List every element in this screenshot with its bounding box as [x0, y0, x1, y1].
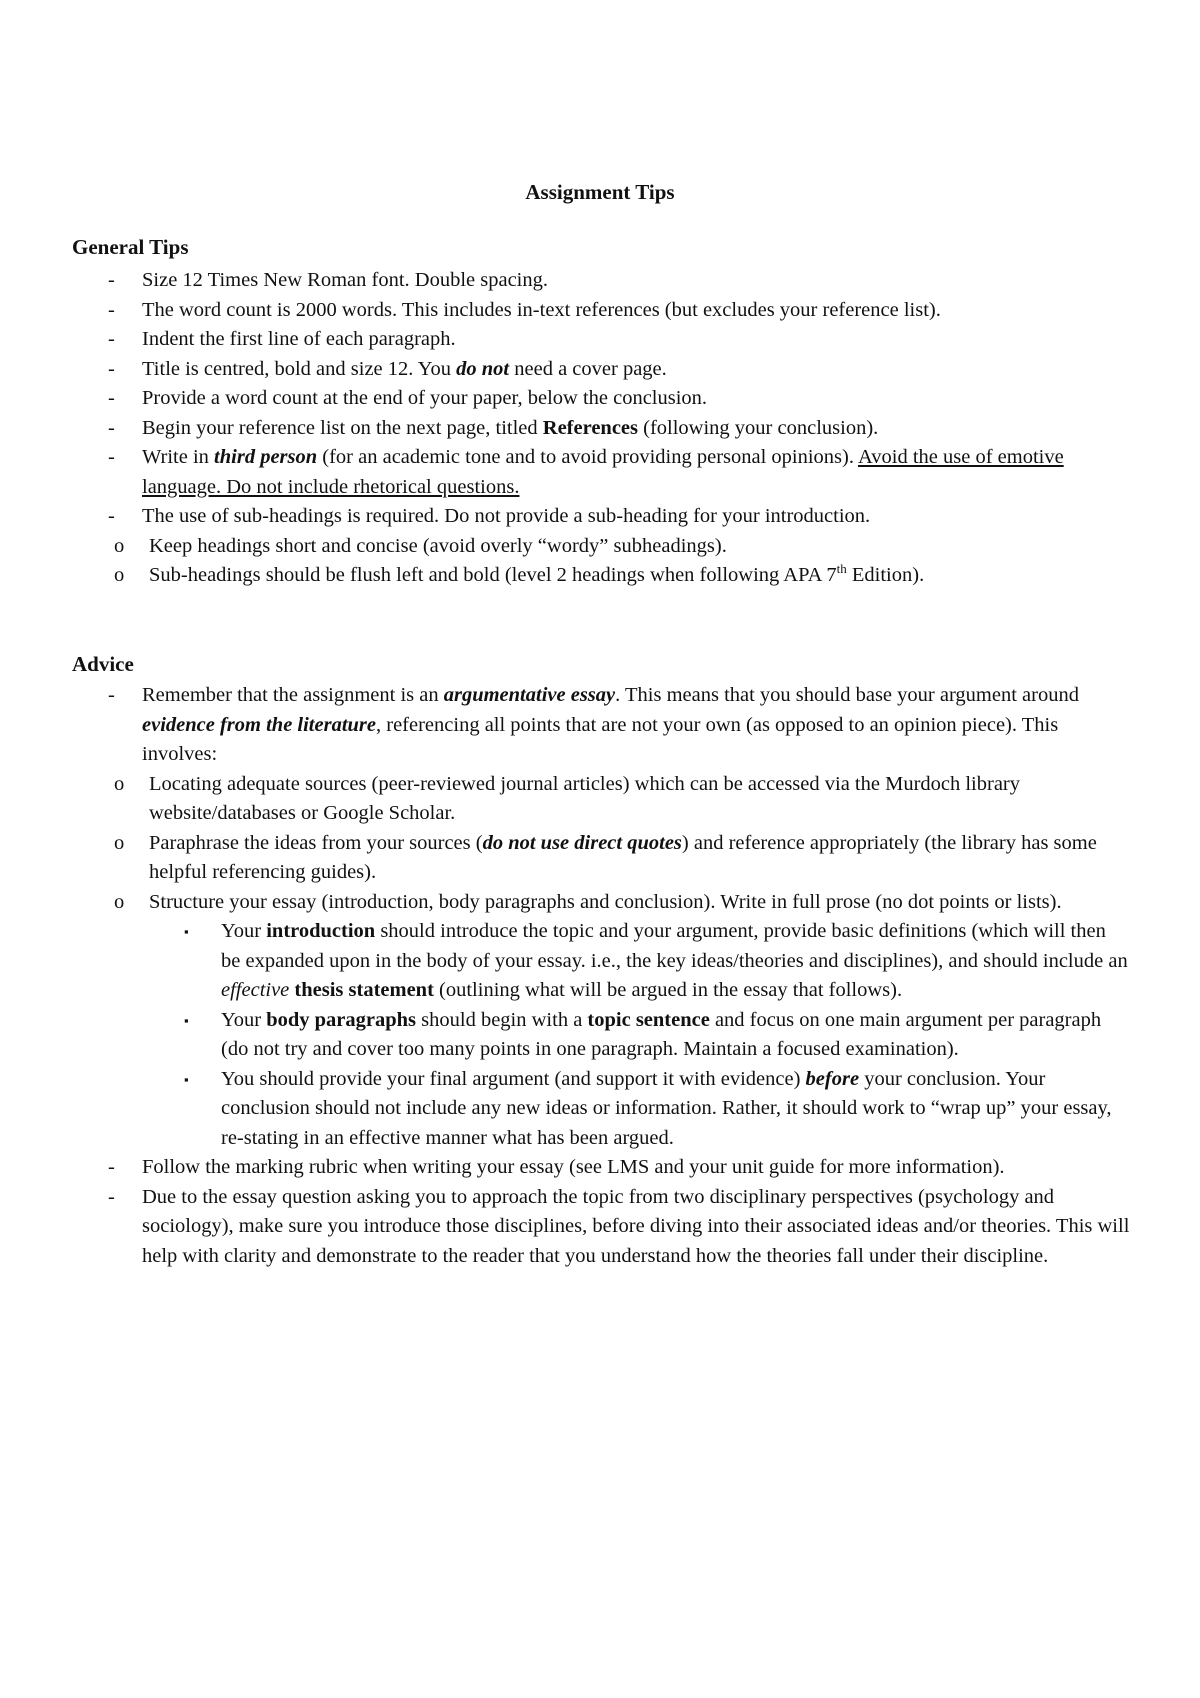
text-run: Write in	[142, 446, 215, 468]
list-item-text: The use of sub-headings is required. Do not provide a sub-heading for your introduction.	[142, 505, 871, 527]
list-item	[72, 1183, 1130, 1272]
list-item-text	[142, 684, 1079, 765]
square-bullet: ▪	[184, 1012, 189, 1028]
bold-text: topic sentence	[587, 1008, 710, 1031]
underlined-text: Avoid the use of emotive language. Do not include rhetorical questions.	[142, 446, 1064, 498]
list-item-text: Indent the first line of each paragraph.	[142, 328, 456, 350]
emphasis-text: before	[805, 1067, 860, 1090]
dash-bullet: -	[108, 269, 115, 291]
text-run: . This means that you should base your argument around	[615, 684, 1079, 706]
text-run: (for an academic tone and to avoid providing personal opinions).	[317, 446, 858, 468]
dash-bullet: -	[108, 328, 115, 350]
list-item-text	[221, 920, 1128, 1001]
advice-heading: Advice	[72, 652, 134, 676]
emphasis-text: argumentative essay	[443, 684, 616, 706]
text-run: ) and reference appropriately (the library has some helpful referencing guides).	[149, 831, 1097, 883]
text-run: your conclusion. Your conclusion should not include any new ideas or information. Rather, it should work to “wrap up” your essay, re-stating in an effective manner what has been argued.	[221, 1067, 1112, 1149]
text-run: Your	[221, 920, 267, 942]
text-run: Edition).	[846, 564, 925, 586]
general-tips-heading: General Tips	[72, 235, 189, 259]
italic-text: effective	[221, 979, 290, 1001]
text-run: (following your conclusion).	[638, 416, 879, 439]
dash-bullet: -	[108, 1156, 115, 1178]
bold-text: References	[542, 416, 638, 439]
list-item-text	[142, 417, 878, 439]
text-run: Begin your reference list on the next page, titled	[142, 416, 543, 439]
emphasis-text: third person	[214, 446, 318, 468]
sub-list-item	[2, 829, 1130, 888]
list-item-text: Due to the essay question asking you to approach the topic from two disciplinary perspectives (psychology and sociology), make sure you introduce those disciplines, before diving into their associated ideas and/or theories. This will help with clarity and demonstrate to the reader that you understand how the theories fall under their discipline.	[142, 1185, 1130, 1267]
dash-bullet: -	[108, 446, 115, 468]
list-item	[72, 414, 1130, 444]
list-item	[72, 384, 1130, 414]
sub-list-item	[2, 770, 1130, 829]
list-item-text: Size 12 Times New Roman font. Double spacing.	[142, 269, 548, 291]
sub-sub-list-item	[2, 1065, 1130, 1154]
bold-text: thesis statement	[294, 979, 434, 1001]
list-item-text: Locating adequate sources (peer-reviewed journal articles) which can be accessed via the Murdoch library website/databases or Google Scholar.	[149, 772, 1021, 824]
square-bullet: ▪	[184, 1071, 189, 1087]
sub-sub-list-item	[2, 1006, 1130, 1065]
dash-bullet: -	[108, 416, 115, 439]
advice-list	[72, 681, 1130, 1271]
list-item-text: Follow the marking rubric when writing your essay (see LMS and your unit guide for more information).	[142, 1156, 1005, 1178]
general-tips-list	[72, 266, 1130, 591]
list-item	[72, 681, 1130, 770]
list-item-text: Provide a word count at the end of your paper, below the conclusion.	[142, 387, 708, 409]
list-item	[72, 325, 1130, 355]
text-run: Remember that the assignment is an	[142, 684, 444, 706]
list-item	[72, 502, 1130, 532]
dash-bullet: -	[108, 1185, 115, 1208]
list-item-text	[142, 446, 1064, 498]
circle-bullet: o	[114, 534, 125, 557]
dash-bullet: -	[108, 684, 115, 706]
text-run: should introduce the topic and your argument, provide basic definitions (which will then be expanded upon in the body of your essay. i.e., the key ideas/theories and disciplines), and should include an	[221, 920, 1128, 972]
sub-list-item	[2, 561, 1130, 591]
bold-text: body paragraphs	[266, 1008, 417, 1031]
dash-bullet: -	[108, 298, 115, 321]
dash-bullet: -	[108, 387, 115, 409]
text-run: You should provide your final argument (and support it with evidence)	[221, 1067, 806, 1090]
text-run: Sub-headings should be flush left and bold (level 2 headings when following APA 7	[149, 564, 837, 586]
list-item	[72, 266, 1130, 296]
bold-text: introduction	[266, 920, 376, 942]
text-run: , referencing all points that are not your own (as opposed to an opinion piece). This involves:	[142, 713, 1059, 765]
dash-bullet: -	[108, 505, 115, 527]
sub-list-item	[2, 888, 1130, 918]
text-run: need a cover page.	[509, 357, 667, 380]
list-item-text	[149, 561, 925, 586]
dash-bullet: -	[108, 357, 115, 380]
list-item	[72, 443, 1130, 502]
text-run: Your	[221, 1008, 267, 1031]
text-run: (outlining what will be argued in the essay that follows).	[433, 979, 903, 1001]
emphasis-text: do not use direct quotes	[482, 831, 682, 854]
text-run: Title is centred, bold and size 12. You	[142, 357, 457, 380]
list-item-text	[221, 1068, 1112, 1149]
list-item-text	[221, 1009, 1101, 1061]
square-bullet: ▪	[184, 924, 189, 939]
list-item-text: Keep headings short and concise (avoid overly “wordy” subheadings).	[149, 534, 727, 557]
emphasis-text: evidence from the literature	[142, 713, 376, 736]
circle-bullet: o	[114, 564, 125, 586]
sub-sub-list-item	[2, 917, 1130, 1006]
emphasis-text: do not	[456, 357, 510, 380]
list-item-text: The word count is 2000 words. This includes in-text references (but excludes your reference list).	[142, 298, 941, 321]
list-item	[72, 1153, 1130, 1183]
text-run: and focus on one main argument per paragraph (do not try and cover too many points in one paragraph. Maintain a focused examination).	[221, 1008, 1102, 1060]
superscript: th	[836, 561, 847, 577]
list-item-text	[149, 832, 1097, 884]
circle-bullet: o	[114, 890, 125, 913]
circle-bullet: o	[114, 772, 125, 795]
text-run: should begin with a	[416, 1008, 588, 1031]
sub-list-item	[2, 532, 1130, 562]
list-item	[72, 355, 1130, 385]
list-item-text	[142, 358, 667, 380]
circle-bullet: o	[114, 831, 125, 854]
list-item	[72, 296, 1130, 326]
document-title: Assignment Tips	[525, 180, 675, 204]
text-run: Paraphrase the ideas from your sources (	[149, 831, 483, 854]
list-item-text: Structure your essay (introduction, body paragraphs and conclusion). Write in full prose (no dot points or lists).	[149, 890, 1062, 913]
